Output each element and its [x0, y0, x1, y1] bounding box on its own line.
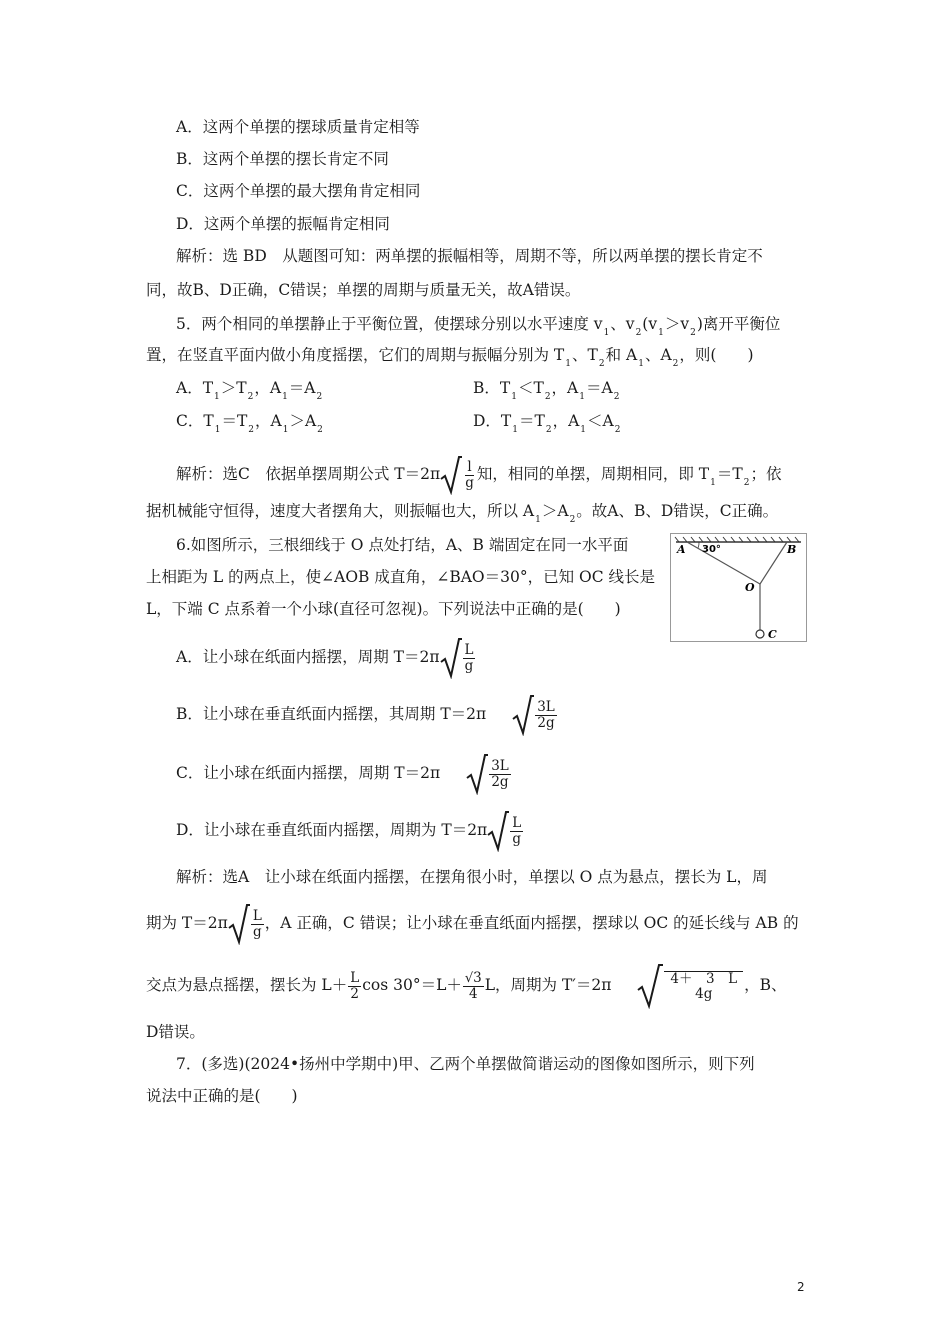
label-c: C [768, 628, 777, 641]
q5-stem-line1: 5．两个相同的单摆静止于平衡位置，使摆球分别以水平速度 $v_1$、$v_2(v_1>v_2)$离开平衡位 [176, 315, 781, 338]
q6-answer-line4: D错误。 [146, 1023, 205, 1041]
q4-answer-line2: 同，故B、D正确，C错误；单摆的周期与质量无关，故A错误。 [146, 281, 581, 299]
label-b: B [787, 543, 797, 556]
q4-answer-line1: 解析：选 BD 从题图可知：两单摆的振幅相等，周期不等，所以两单摆的摆长肯定不 [176, 247, 763, 265]
q6-answer-line2: 期为 T＝2π $\frac{L}{g}$ ，A 正确，C 错误；让小球在垂直纸面内摇摆，摆球以 OC 的延长线与 AB 的 [146, 903, 799, 945]
fraction: $\frac{3L}{2g}$ [537, 698, 555, 731]
q6-option-b: B．让小球在垂直纸面内摇摆，其周期 T＝2π $\frac{3L}{2g}$ [176, 694, 558, 736]
label-a: A [677, 543, 686, 556]
q6-option-a: A．让小球在纸面内摇摆，周期 T＝2π $\frac{L}{g}$ [176, 637, 476, 679]
label-angle: 30° [702, 544, 721, 555]
q6-answer-line3: 交点为悬点摇摆，摆长为 L＋ $\frac{L}{2}$ cos 30°＝L＋ $\frac{√3}{4}$ L，周期为 T′＝2π 4＋ 3 L 4g ，B、 [146, 963, 786, 1009]
q4-option-c: C．这两个单摆的最大摆角肯定相同 [176, 182, 421, 200]
sqrt-icon [487, 810, 509, 852]
sqrt-icon [440, 637, 462, 679]
fraction: $\frac{L}{2}$ [350, 969, 360, 1002]
q5-option-c: C．$T_1=T_2$，$A_1>A_2$ [176, 412, 323, 435]
fraction: $\frac{3L}{2g}$ [491, 757, 509, 790]
page-number: 2 [797, 1280, 805, 1294]
pendulum-figure [670, 533, 807, 642]
q5-stem-line2: 置，在竖直平面内做小角度摇摆，它们的周期与振幅分别为 $T_1$、$T_2$和 $A_1$、$A_2$，则( ) [146, 346, 754, 369]
q5-option-b: B．$T_1<T_2$，$A_1=A_2$ [473, 379, 620, 402]
q7-stem-line2: 说法中正确的是( ) [146, 1087, 298, 1105]
q6-stem-line1: 6.如图所示，三根细线于 O 点处打结，A、B 端固定在同一水平面 [176, 536, 629, 554]
q6-option-c: C．让小球在纸面内摇摆，周期 T＝2π $\frac{3L}{2g}$ [176, 753, 512, 795]
q6-answer-line1: 解析：选A 让小球在纸面内摇摆，在摆角很小时，单摆以 O 点为悬点，摆长为 L，周 [176, 868, 768, 886]
fraction: $\frac{√3}{4}$ [464, 969, 482, 1002]
fraction: $\frac{L}{g}$ [512, 814, 522, 847]
sqrt-icon [228, 903, 250, 945]
sqrt-icon [440, 455, 462, 495]
q4-option-a: A．这两个单摆的摆球质量肯定相等 [176, 118, 420, 136]
q6-stem-line2: 上相距为 L 的两点上，使∠AOB 成直角，∠BAO＝30°，已知 OC 线长是 [146, 568, 656, 586]
sqrt-icon [512, 694, 534, 736]
fraction: $\frac{l}{g}$ [465, 458, 474, 491]
sqrt-icon [637, 963, 663, 1009]
q5-option-d: D．$T_1=T_2$，$A_1<A_2$ [473, 412, 621, 435]
q5-answer-line2: 据机械能守恒得，速度大者摆角大，则振幅也大，所以 $A_1>A_2$。故A、B、D错误，C正确。 [146, 502, 779, 525]
q4-option-b: B．这两个单摆的摆长肯定不同 [176, 150, 389, 168]
sqrt-icon [466, 753, 488, 795]
fraction: 4＋ 3 L 4g [664, 971, 743, 1002]
q5-option-a: A．$T_1>T_2$，$A_1=A_2$ [176, 379, 323, 402]
q6-option-d: D．让小球在垂直纸面内摇摆，周期为 T＝2π $\frac{L}{g}$ [176, 810, 524, 852]
fraction: $\frac{L}{g}$ [252, 907, 262, 940]
q4-option-d: D．这两个单摆的振幅肯定相同 [176, 215, 390, 233]
label-o: O [745, 581, 755, 594]
q7-stem-line1: 7．(多选)(2024•扬州中学期中)甲、乙两个单摆做简谐运动的图像如图所示，则下列 [176, 1055, 755, 1073]
q6-stem-line3: L，下端 C 点系着一个小球(直径可忽视)。下列说法中正确的是( ) [146, 600, 621, 618]
fraction: $\frac{L}{g}$ [464, 641, 474, 674]
q5-answer-line1: 解析：选C 依据单摆周期公式 T＝2π $\frac{l}{g}$ 知，相同的单摆，周期相同，即 $T_1=T_2$；依 [176, 455, 781, 501]
